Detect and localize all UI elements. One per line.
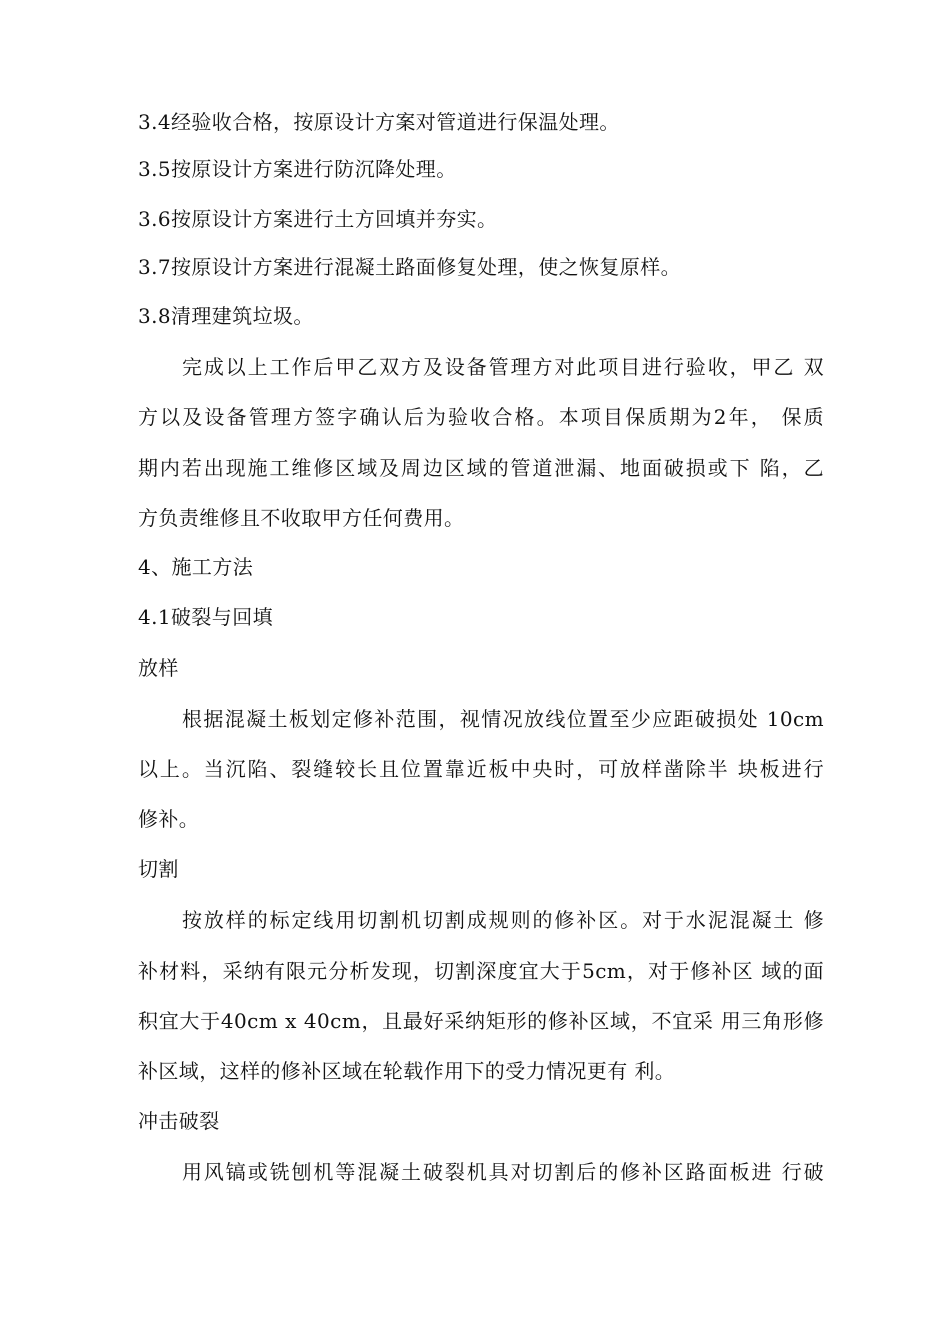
- paragraph-cutting-line-4: 补区域，这样的修补区域在轮载作用下的受力情况更有 利。: [138, 1059, 676, 1083]
- heading-staking: 放样: [138, 656, 179, 680]
- paragraph-staking-line-3: 修补。: [138, 807, 200, 831]
- section-heading-4: 4、施工方法: [138, 555, 254, 579]
- subsection-heading-4-1: 4.1破裂与回填: [138, 605, 274, 629]
- item-3-5: 3.5按原设计方案进行防沉降处理。: [138, 157, 457, 181]
- paragraph-cutting-line-3: 积宜大于40cm x 40cm，且最好采纳矩形的修补区域，不宜采 用三角形修: [138, 1009, 824, 1033]
- paragraph-acceptance-line-2: 方以及设备管理方签字确认后为验收合格。本项目保质期为2年， 保质: [138, 405, 824, 429]
- paragraph-cutting-line-1: 按放样的标定线用切割机切割成规则的修补区。对于水泥混凝土 修: [182, 908, 824, 932]
- item-3-7: 3.7按原设计方案进行混凝土路面修复处理，使之恢复原样。: [138, 255, 682, 279]
- paragraph-acceptance-line-4: 方负责维修且不收取甲方任何费用。: [138, 506, 465, 530]
- paragraph-acceptance-line-1: 完成以上工作后甲乙双方及设备管理方对此项目进行验收，甲乙 双: [182, 355, 824, 379]
- heading-cutting: 切割: [138, 857, 179, 881]
- item-3-6: 3.6按原设计方案进行土方回填并夯实。: [138, 207, 498, 231]
- paragraph-acceptance-line-3: 期内若出现施工维修区域及周边区域的管道泄漏、地面破损或下 陷，乙: [138, 456, 824, 480]
- heading-impact-breaking: 冲击破裂: [138, 1109, 220, 1133]
- paragraph-staking-line-2: 以上。当沉陷、裂缝较长且位置靠近板中央时，可放样凿除半 块板进行: [138, 757, 824, 781]
- paragraph-cutting-line-2: 补材料，采纳有限元分析发现，切割深度宜大于5cm，对于修补区 域的面: [138, 959, 824, 983]
- paragraph-staking-line-1: 根据混凝土板划定修补范围，视情况放线位置至少应距破损处 10cm: [182, 707, 824, 731]
- item-3-8: 3.8清理建筑垃圾。: [138, 304, 314, 328]
- paragraph-impact-line-1: 用风镐或铣刨机等混凝土破裂机具对切割后的修补区路面板进 行破: [182, 1160, 824, 1184]
- item-3-4: 3.4经验收合格，按原设计方案对管道进行保温处理。: [138, 110, 620, 134]
